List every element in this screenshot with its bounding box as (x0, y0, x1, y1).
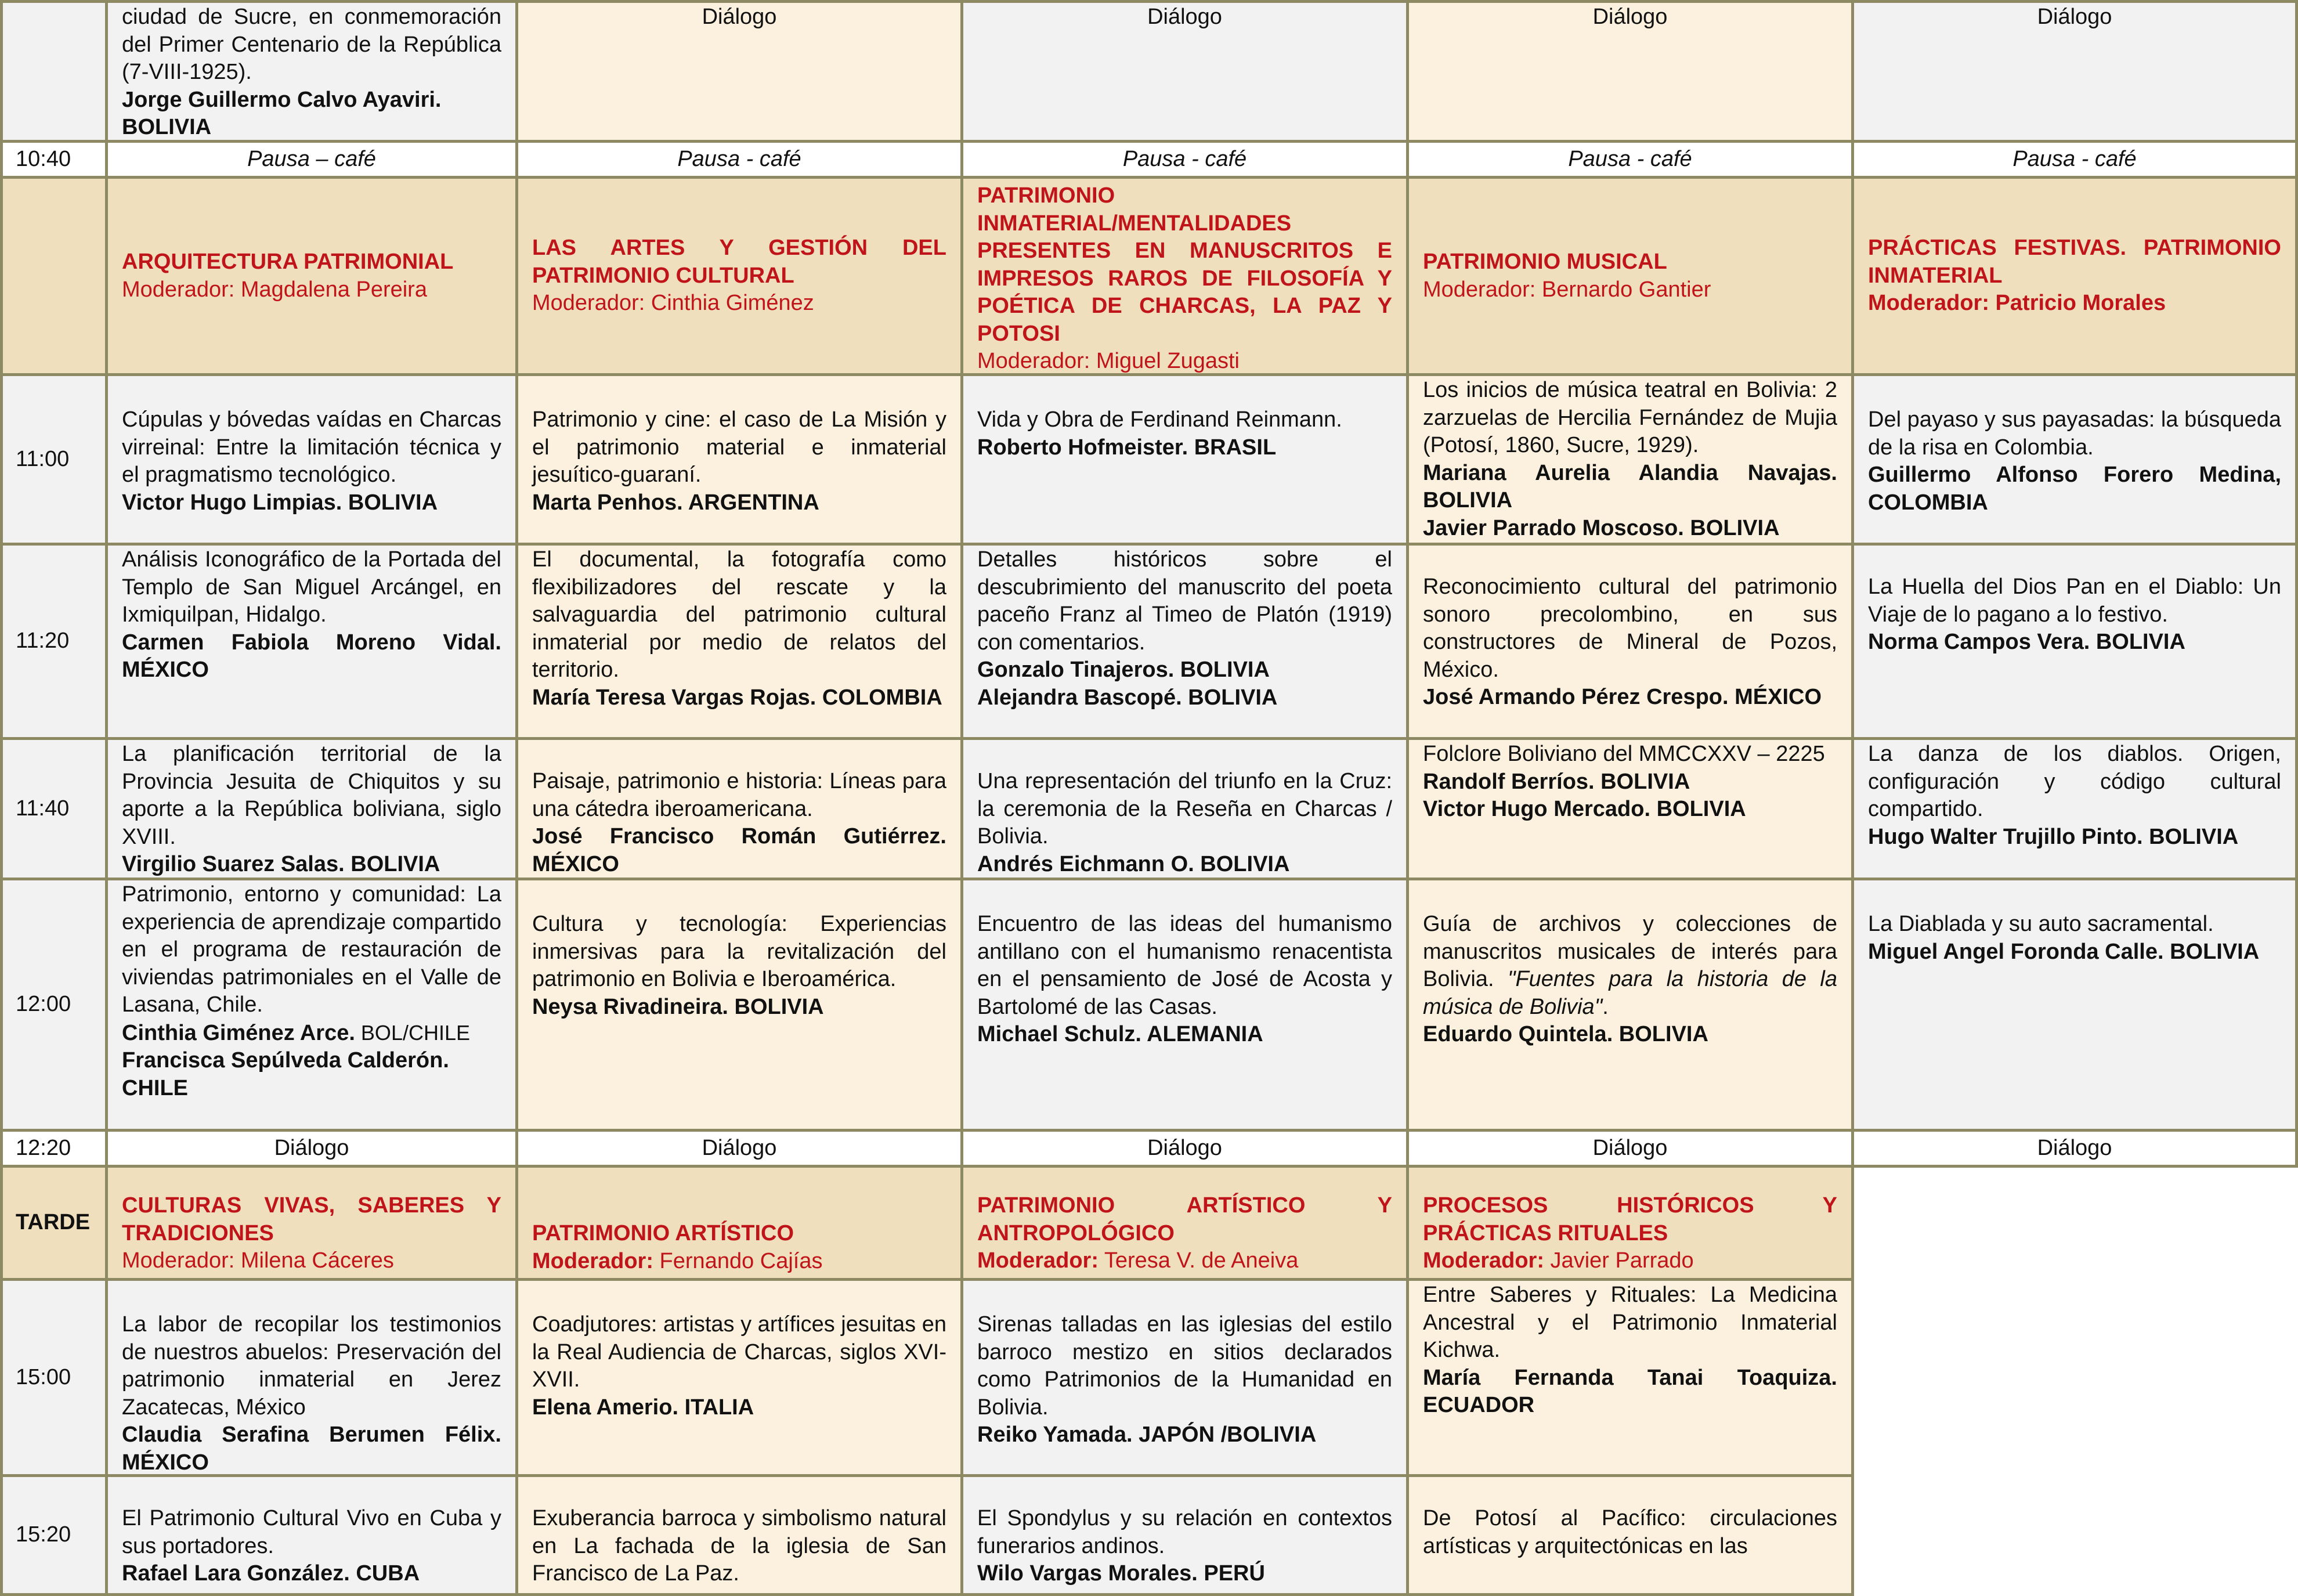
paper-title: De Potosí al Pacífico: circulaciones artísticas y arquitectónicas en las (1423, 1506, 1837, 1558)
paper-author: Victor Hugo Limpias. BOLIVIA (122, 490, 438, 515)
panel-moderator: Fernando Cajías (653, 1248, 823, 1273)
paper-author: Gonzalo Tinajeros. BOLIVIA (977, 658, 1270, 682)
panel-header (105, 1165, 518, 1281)
panel-title: CULTURAS VIVAS, SABERES Y TRADICIONES (122, 1193, 501, 1245)
paper-title: Del payaso y sus payasadas: la búsqueda de la risa en Colombia. (1868, 407, 2281, 460)
session-cell (960, 1278, 1409, 1477)
paper-author: Miguel Angel Foronda Calle. BOLIVIA (1868, 939, 2260, 964)
paper-title: Cúpulas y bóvedas vaídas en Charcas virreinal: Entre la limitación técnica y el pragmatismo tecnológico. (122, 407, 501, 487)
session-cell (1851, 373, 2298, 546)
paper-author: Norma Campos Vera. BOLIVIA (1868, 630, 2185, 654)
paper-author: Andrés Eichmann O. BOLIVIA (977, 851, 1290, 876)
time-cell: 15:00 (0, 1278, 108, 1477)
paper-title: El Patrimonio Cultural Vivo en Cuba y sus portadores. (122, 1506, 501, 1558)
paper-author: José Armando Pérez Crespo. MÉXICO (1423, 685, 1822, 709)
paper-title: Detalles históricos sobre el descubrimiento del manuscrito del poeta paceño Franz al Timeo de Platón (1919) con comentarios. (977, 547, 1392, 655)
panel-header (960, 176, 1409, 376)
time-cell-empty (0, 176, 108, 376)
panel-title: LAS ARTES Y GESTIÓN DEL PATRIMONIO CULTURAL (532, 236, 946, 288)
session-cell (1851, 878, 2298, 1132)
paper-title: Sirenas talladas en las iglesias del estilo barroco mestizo en sitios declarados como Patrimonios de la Humanidad en Bolivia. (977, 1312, 1392, 1420)
time-cell: 11:00 (0, 373, 108, 546)
panel-title: PATRIMONIO ARTÍSTICO (532, 1221, 794, 1245)
dialog-cell: Diálogo (515, 0, 963, 143)
paper-author: Victor Hugo Mercado. BOLIVIA (1423, 797, 1746, 821)
paper-title: Vida y Obra de Ferdinand Reinmann. (977, 407, 1342, 432)
panel-title: PATRIMONIO ARTÍSTICO Y ANTROPOLÓGICO (977, 1193, 1392, 1245)
panel-title: PRÁCTICAS FESTIVAS. PATRIMONIO INMATERIAL (1868, 236, 2281, 288)
session-cell (515, 878, 963, 1132)
session-cell (960, 543, 1409, 740)
paper-title-italic: "Fuentes para la historia de la música de Bolivia" (1423, 967, 1837, 1019)
paper-title: La Diablada y su auto sacramental. (1868, 912, 2214, 936)
session-cell (1851, 543, 2298, 740)
panel-header (960, 1165, 1409, 1281)
session-cell (105, 737, 518, 880)
paper-author: Jorge Guillermo Calvo Ayaviri. BOLIVIA (122, 87, 442, 139)
panel-moderator: Moderador: Cinthia Giménez (532, 291, 814, 316)
paper-title: Una representación del triunfo en la Cruz: la ceremonia de la Reseña en Charcas / Bolivia. (977, 769, 1392, 848)
dialog-cell: Diálogo (1406, 1129, 1854, 1168)
paper-title: La Huella del Dios Pan en el Diablo: Un Viaje de lo pagano a lo festivo. (1868, 575, 2281, 627)
paper-author: Marta Penhos. ARGENTINA (532, 490, 819, 515)
panel-moderator: Moderador: Milena Cáceres (122, 1248, 394, 1273)
paper-title: Entre Saberes y Rituales: La Medicina Ancestral y el Patrimonio Inmaterial Kichwa. (1423, 1283, 1837, 1362)
paper-author: María Teresa Vargas Rojas. COLOMBIA (532, 685, 942, 710)
paper-author: Rafael Lara González. CUBA (122, 1561, 420, 1586)
time-cell: 11:20 (0, 543, 108, 740)
session-cell (1406, 543, 1854, 740)
paper-author: Roberto Hofmeister. BRASIL (977, 435, 1277, 460)
paper-author: José Francisco Román Gutiérrez. MÉXICO (532, 824, 946, 876)
paper-title: Paisaje, patrimonio e historia: Líneas para una cátedra iberoamericana. (532, 769, 946, 821)
paper-author: Francisca Sepúlveda Calderón. CHILE (122, 1048, 449, 1100)
paper-title: Exuberancia barroca y simbolismo natural en La fachada de la iglesia de San Francisco de La Paz. (532, 1506, 946, 1586)
paper-author: Guillermo Alfonso Forero Medina, COLOMBIA (1868, 463, 2281, 515)
panel-header (1406, 176, 1854, 376)
panel-title: PROCESOS HISTÓRICOS Y PRÁCTICAS RITUALES (1423, 1193, 1837, 1245)
coffee-break-cell: Pausa - café (1406, 140, 1854, 179)
session-cell (105, 0, 518, 143)
panel-header (515, 176, 963, 376)
panel-header (515, 1165, 963, 1281)
paper-title: Coadjutores: artistas y artífices jesuitas en la Real Audiencia de Charcas, siglos XVI-XVII. (532, 1312, 946, 1392)
coffee-break-cell: Pausa - café (515, 140, 963, 179)
paper-author: Michael Schulz. ALEMANIA (977, 1022, 1263, 1046)
session-cell (960, 373, 1409, 546)
panel-moderator: Teresa V. de Aneiva (1099, 1248, 1299, 1273)
paper-author: Randolf Berríos. BOLIVIA (1423, 769, 1690, 794)
session-cell (105, 1474, 518, 1596)
panel-moderator-label: Moderador: (977, 1248, 1099, 1273)
paper-title (1423, 911, 1837, 1021)
session-cell (1406, 737, 1854, 880)
paper-author: Alejandra Bascopé. BOLIVIA (977, 685, 1278, 710)
paper-author: Wilo Vargas Morales. PERÚ (977, 1561, 1265, 1586)
panel-moderator: Moderador: Bernardo Gantier (1423, 277, 1711, 302)
session-cell (515, 1278, 963, 1477)
paper-title-end: . (1602, 994, 1609, 1019)
paper-author: Javier Parrado Moscoso. BOLIVIA (1423, 515, 1780, 540)
coffee-break-cell: Pausa – café (105, 140, 518, 179)
panel-moderator-label: Moderador: (532, 1248, 653, 1273)
panel-moderator: Moderador: Miguel Zugasti (977, 349, 1240, 373)
paper-title: El documental, la fotografía como flexibilizadores del rescate y la salvaguardia del patrimonio cultural inmaterial por medio de relatos del territorio. (532, 547, 946, 682)
paper-title: ciudad de Sucre, en conmemoración del Primer Centenario de la República (7-VIII-1925). (122, 5, 501, 84)
session-cell (1406, 373, 1854, 546)
paper-author: Cinthia Giménez Arce. (122, 1020, 355, 1045)
panel-moderator: Moderador: Magdalena Pereira (122, 277, 427, 302)
session-cell (515, 373, 963, 546)
session-cell (515, 1474, 963, 1596)
paper-title: El Spondylus y su relación en contextos funerarios andinos. (977, 1506, 1392, 1558)
paper-title: Cultura y tecnología: Experiencias inmersivas para la revitalización del patrimonio en Bolivia e Iberoamérica. (532, 912, 946, 991)
panel-title: PATRIMONIO MUSICAL (1423, 250, 1667, 274)
paper-author-country: BOL/CHILE (355, 1020, 470, 1045)
paper-title: La labor de recopilar los testimonios de nuestros abuelos: Preservación del patrimonio inmaterial en Jerez Zacatecas, México (122, 1312, 501, 1420)
session-cell (105, 543, 518, 740)
paper-author: Virgilio Suarez Salas. BOLIVIA (122, 852, 440, 876)
session-cell (1406, 1278, 1854, 1477)
paper-author: Neysa Rivadineira. BOLIVIA (532, 994, 824, 1019)
dialog-cell: Diálogo (1851, 0, 2298, 143)
paper-author: Mariana Aurelia Alandia Navajas. BOLIVIA (1423, 460, 1837, 512)
panel-moderator: Javier Parrado (1544, 1248, 1694, 1273)
panel-moderator: Moderador: Patricio Morales (1868, 291, 2166, 316)
paper-author: Reiko Yamada. JAPÓN /BOLIVIA (977, 1422, 1317, 1447)
session-cell (105, 373, 518, 546)
session-cell (515, 543, 963, 740)
paper-author: Eduardo Quintela. BOLIVIA (1423, 1022, 1708, 1046)
paper-title: Encuentro de las ideas del humanismo antillano con el humanismo renacentista en el pensamiento de José de Acosta y Bartolomé de las Casas. (977, 912, 1392, 1019)
time-cell: 15:20 (0, 1474, 108, 1596)
paper-title: Patrimonio y cine: el caso de La Misión y el patrimonio material e inmaterial jesuítico-guaraní. (532, 407, 946, 487)
panel-header (105, 176, 518, 376)
session-cell (960, 1474, 1409, 1596)
time-cell: 11:40 (0, 737, 108, 880)
session-cell (515, 737, 963, 880)
time-cell: 12:00 (0, 878, 108, 1132)
paper-author: Elena Amerio. ITALIA (532, 1395, 754, 1420)
time-cell-empty (0, 0, 108, 143)
paper-title: La danza de los diablos. Origen, configuración y código cultural compartido. (1868, 742, 2281, 821)
dialog-cell: Diálogo (1406, 0, 1854, 143)
coffee-break-cell: Pausa - café (1851, 140, 2298, 179)
paper-title: Folclore Boliviano del MMCCXXV – 2225 (1423, 742, 1825, 766)
time-cell: 10:40 (0, 140, 108, 179)
dialog-cell: Diálogo (515, 1129, 963, 1168)
paper-title: Patrimonio, entorno y comunidad: La experiencia de aprendizaje compartido en el programa de restauración de viviendas patrimoniales en el Valle de Lasana, Chile. (122, 882, 501, 1017)
afternoon-label: TARDE (0, 1165, 108, 1281)
dialog-cell: Diálogo (960, 1129, 1409, 1168)
paper-title: Análisis Iconográfico de la Portada del Templo de San Miguel Arcángel, en Ixmiquilpan, Hidalgo. (122, 547, 501, 627)
paper-author: Hugo Walter Trujillo Pinto. BOLIVIA (1868, 824, 2239, 849)
panel-header (1851, 176, 2298, 376)
paper-author: María Fernanda Tanai Toaquiza. ECUADOR (1423, 1365, 1837, 1417)
panel-moderator-label: Moderador: (1423, 1248, 1544, 1273)
session-cell (105, 1278, 518, 1477)
paper-title: Reconocimiento cultural del patrimonio sonoro precolombino, en sus constructores de Mineral de Pozos, México. (1423, 575, 1837, 682)
coffee-break-cell: Pausa - café (960, 140, 1409, 179)
session-cell (1406, 878, 1854, 1132)
session-cell (960, 878, 1409, 1132)
session-cell (105, 878, 518, 1132)
session-cell (960, 737, 1409, 880)
panel-title: PATRIMONIO INMATERIAL/MENTALIDADES PRESENTES EN MANUSCRITOS E IMPRESOS RAROS DE FILOSOFÍA Y POÉTICA DE CHARCAS, LA PAZ Y POTOSI (977, 183, 1392, 346)
dialog-cell: Diálogo (105, 1129, 518, 1168)
paper-title-text: Guía de archivos y colecciones de manuscritos musicales de interés para Bolivia. (1423, 912, 1837, 991)
panel-title: ARQUITECTURA PATRIMONIAL (122, 250, 454, 274)
paper-author: Claudia Serafina Berumen Félix. MÉXICO (122, 1422, 501, 1475)
time-cell: 12:20 (0, 1129, 108, 1168)
session-cell (1851, 737, 2298, 880)
dialog-cell: Diálogo (960, 0, 1409, 143)
paper-title: Los inicios de música teatral en Bolivia: 2 zarzuelas de Hercilia Fernández de Mujia (Potosí, 1860, Sucre, 1929). (1423, 378, 1837, 457)
session-cell (1406, 1474, 1854, 1596)
dialog-cell: Diálogo (1851, 1129, 2298, 1168)
paper-title: La planificación territorial de la Provincia Jesuita de Chiquitos y su aporte a la República boliviana, siglo XVIII. (122, 742, 501, 849)
paper-author: Carmen Fabiola Moreno Vidal. MÉXICO (122, 630, 501, 682)
panel-header (1406, 1165, 1854, 1281)
